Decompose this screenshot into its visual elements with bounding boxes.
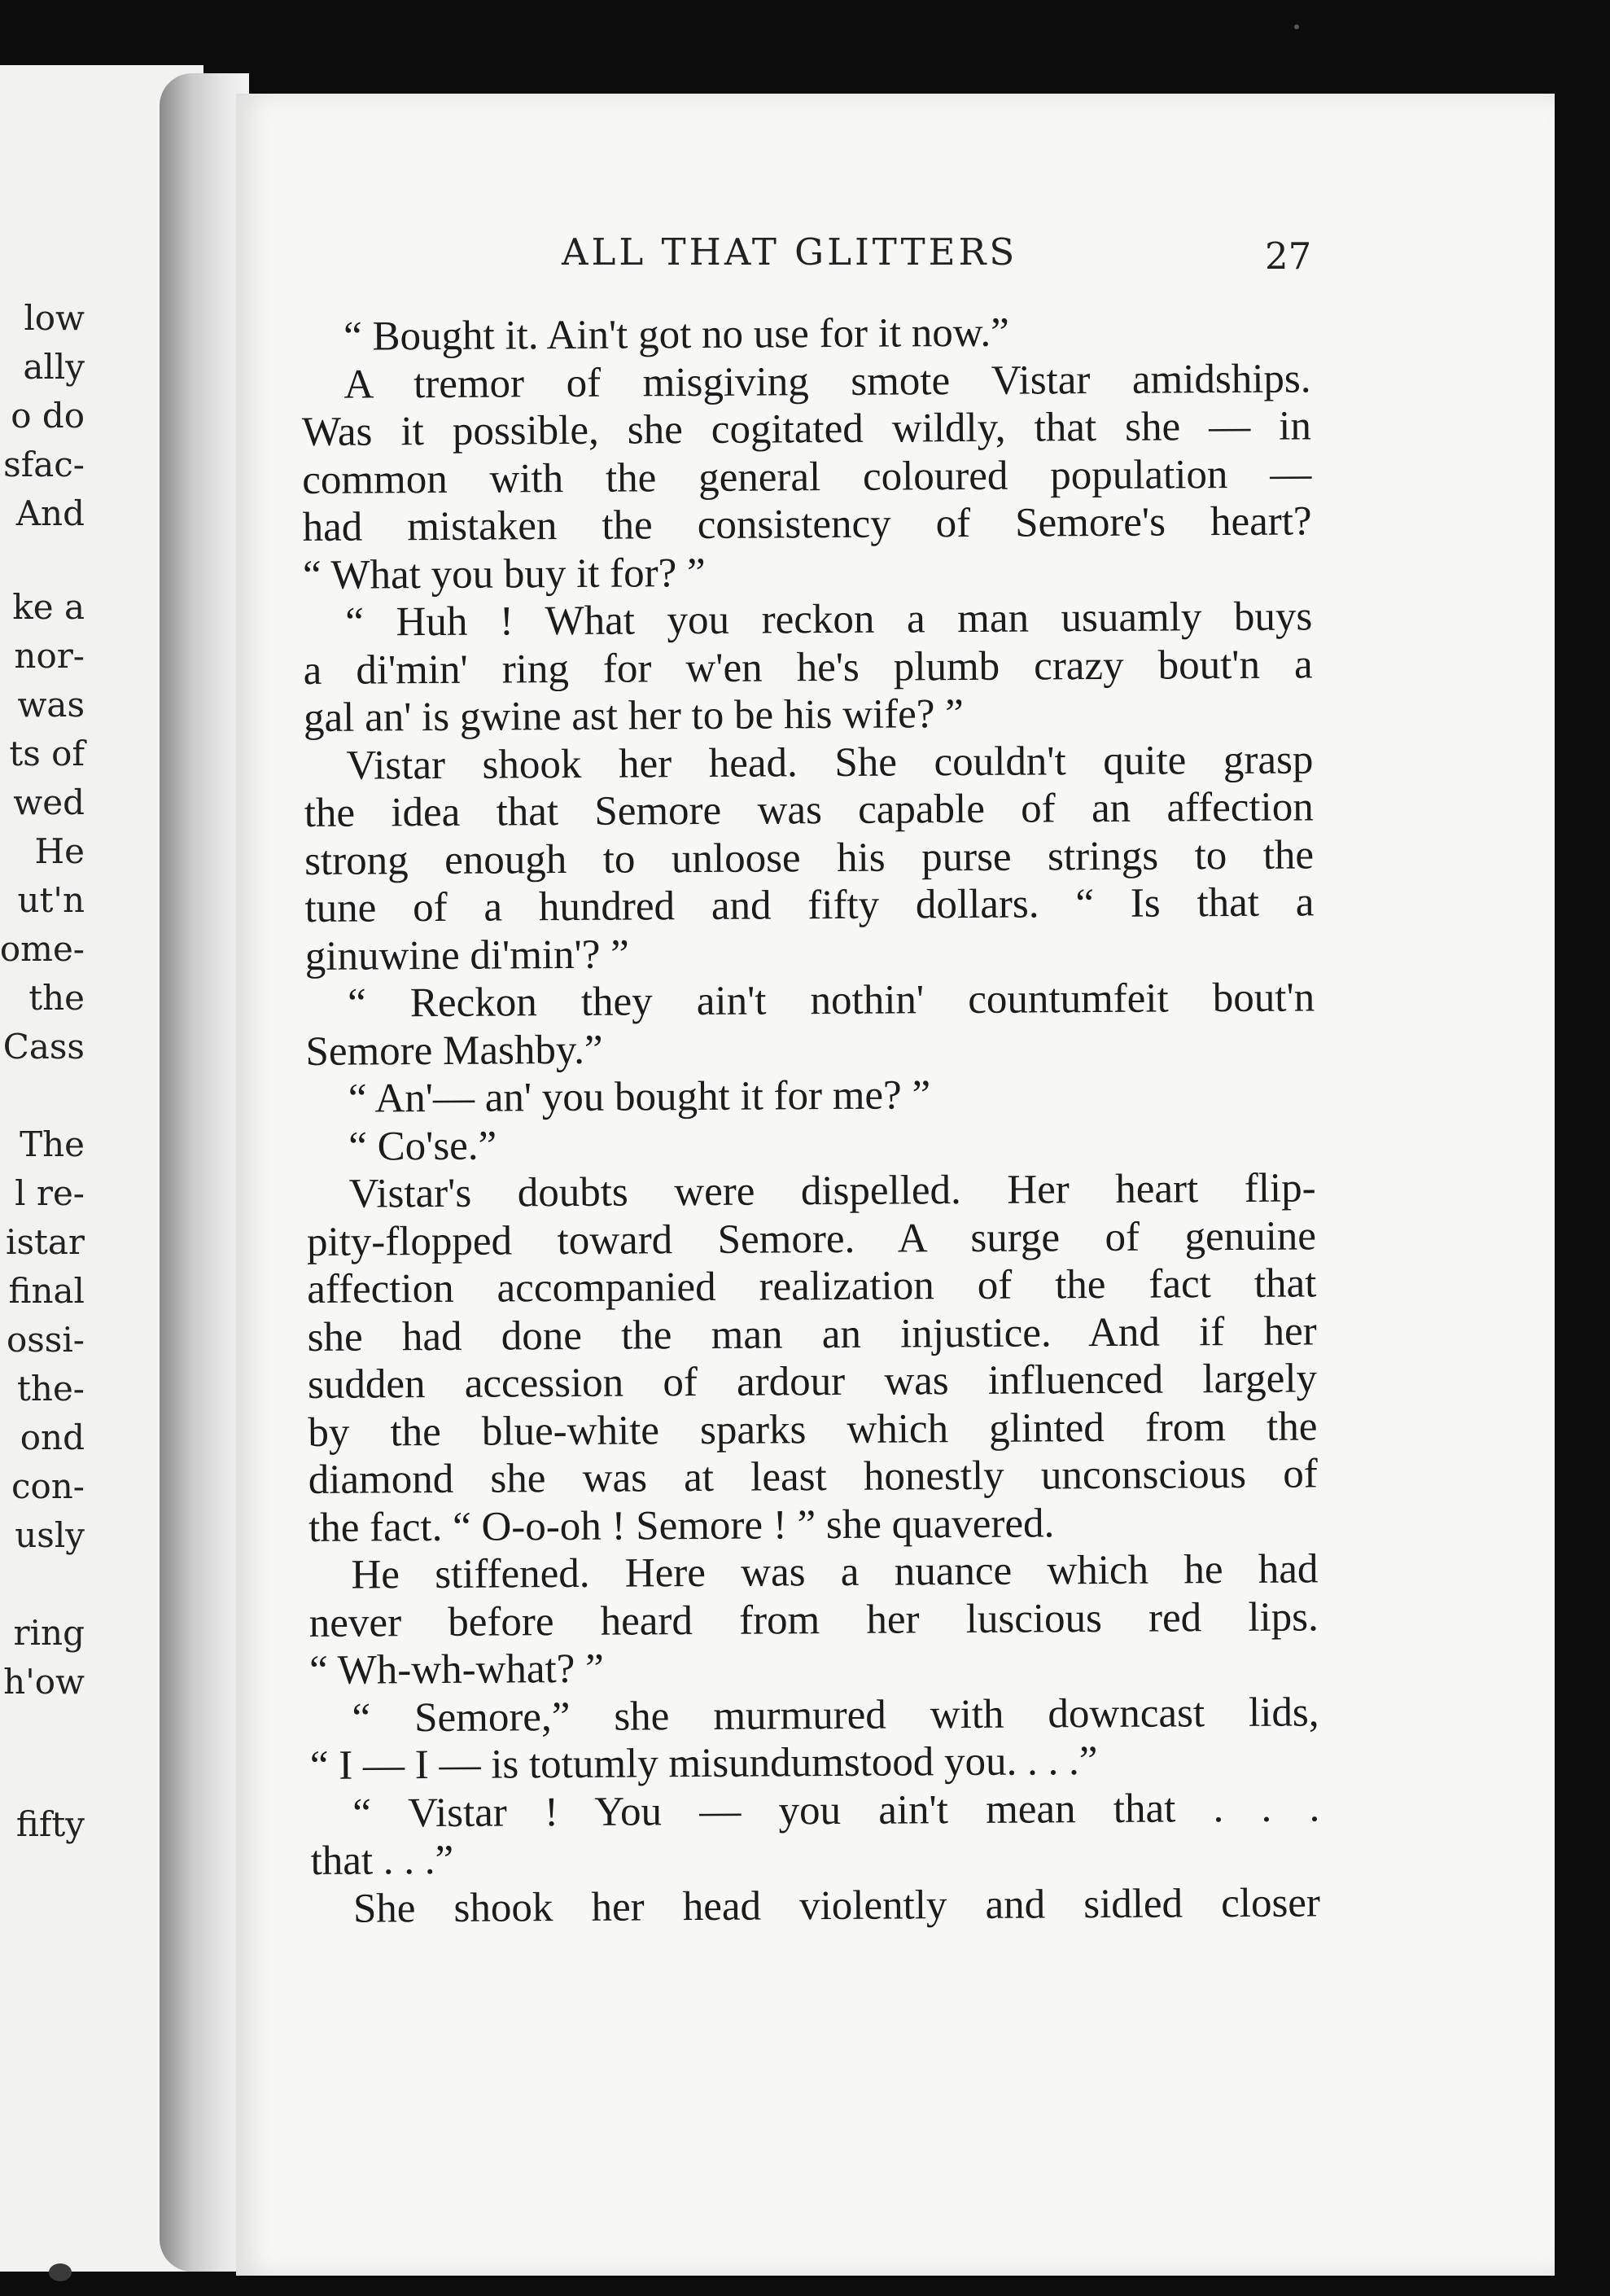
text-line: “ Wh-wh-what? ”: [309, 1645, 604, 1694]
text-line: “ Vistar ! You — you ain't mean that . . .: [352, 1784, 1320, 1837]
text-line: She shook her head violently and sidled closer: [352, 1879, 1321, 1932]
text-line: He stiffened. Here was a nuance which he had: [351, 1546, 1319, 1598]
left-page-fragment: sfac-: [3, 445, 85, 484]
left-page-fragment: the: [28, 978, 85, 1018]
left-page-fragment: low: [24, 298, 85, 338]
text-line: ginuwine di'min'? ”: [304, 931, 629, 979]
text-line: strong enough to unloose his purse strings to the: [304, 831, 1315, 884]
dust-speck: [49, 2263, 72, 2281]
text-line: gal an' is gwine ast her to be his wife? ”: [303, 691, 964, 741]
left-page-fragment: wed: [13, 782, 85, 822]
text-line: “ Bought it. Ain't got no use for it now.”: [343, 309, 1009, 360]
text-line: the fact. “ O-o-oh ! Semore ! ” she quavered.: [308, 1500, 1055, 1551]
left-page-fragment: usly: [15, 1515, 85, 1555]
text-line: diamond she was at least honestly unconscious of: [308, 1451, 1318, 1503]
text-line: Semore Mashby.”: [305, 1027, 603, 1075]
left-page-fragment: Cass: [2, 1027, 85, 1067]
text-line: had mistaken the consistency of Semore's heart?: [302, 498, 1312, 550]
text-line: “ An'— an' you bought it for me? ”: [348, 1072, 931, 1122]
left-page-fragment: con-: [11, 1466, 85, 1506]
left-page-fragment: ond: [20, 1417, 85, 1457]
running-head-title: ALL THAT GLITTERS: [562, 230, 1018, 274]
text-line: “ Semore,” she murmured with downcast lids,: [352, 1689, 1319, 1742]
left-page-fragment: final: [8, 1271, 85, 1311]
left-page-fragment: ke a: [12, 587, 85, 627]
left-page-fragment: ossi-: [6, 1320, 85, 1360]
text-line: pity-flopped toward Semore. A surge of genuine: [306, 1212, 1317, 1265]
body-text: [301, 307, 1320, 1933]
text-line: Was it possible, she cogitated wildly, that she — in: [301, 403, 1312, 455]
left-page-fragment: The: [20, 1124, 85, 1164]
left-page-fragment: nor-: [14, 636, 85, 676]
text-line: “ I — I — is totumly misundumstood you. . . .”: [309, 1738, 1098, 1789]
book-page: [236, 94, 1555, 2276]
left-page-fragment: the-: [17, 1369, 85, 1409]
left-page-fragment: ring: [13, 1613, 85, 1653]
left-page-fragment: And: [15, 493, 85, 533]
left-page-fragment: He: [34, 831, 85, 871]
text-line: “ Huh ! What you reckon a man usuamly buys: [345, 594, 1313, 646]
left-page-fragment: o do: [11, 396, 85, 436]
left-page-fragment: istar: [6, 1222, 85, 1262]
left-page-fragment: h'ow: [3, 1662, 85, 1702]
text-line: never before heard from her luscious red lips.: [308, 1593, 1319, 1646]
left-page-fragment: ally: [23, 347, 85, 387]
text-line: Vistar shook her head. She couldn't quite grasp: [346, 736, 1314, 789]
left-page-fragment: ome-: [0, 929, 85, 969]
text-line: affection accompanied realization of the fact that: [307, 1260, 1317, 1312]
page-number: 27: [1265, 234, 1312, 278]
text-line: the idea that Semore was capable of an affection: [304, 784, 1314, 836]
text-line: that . . .”: [310, 1837, 454, 1884]
text-line: a di'min' ring for w'en he's plumb crazy bout'n a: [303, 641, 1313, 694]
text-line: “ Co'se.”: [348, 1123, 497, 1170]
left-page-fragment: ts of: [9, 734, 85, 773]
text-line: A tremor of misgiving smote Vistar amidships.: [343, 355, 1311, 408]
text-line: sudden accession of ardour was influenced largely: [307, 1356, 1318, 1408]
text-line: tune of a hundred and fifty dollars. “ Is that a: [304, 879, 1315, 931]
left-page-fragment: ut'n: [17, 880, 85, 920]
text-line: by the blue-white sparks which glinted from the: [308, 1403, 1318, 1456]
left-page-fragment: l re-: [15, 1173, 85, 1213]
text-line: “ What you buy it for? ”: [302, 550, 706, 598]
text-line: “ Reckon they ain't nothin' countumfeit bout'n: [348, 975, 1315, 1027]
text-line: she had done the man an injustice. And if her: [307, 1308, 1317, 1361]
left-page-fragment: fifty: [15, 1804, 85, 1844]
left-page-fragment: was: [17, 685, 85, 725]
dust-speck: [1294, 24, 1299, 29]
text-line: Vistar's doubts were dispelled. Her heart flip-: [348, 1165, 1316, 1217]
text-line: common with the general coloured population —: [302, 450, 1312, 503]
